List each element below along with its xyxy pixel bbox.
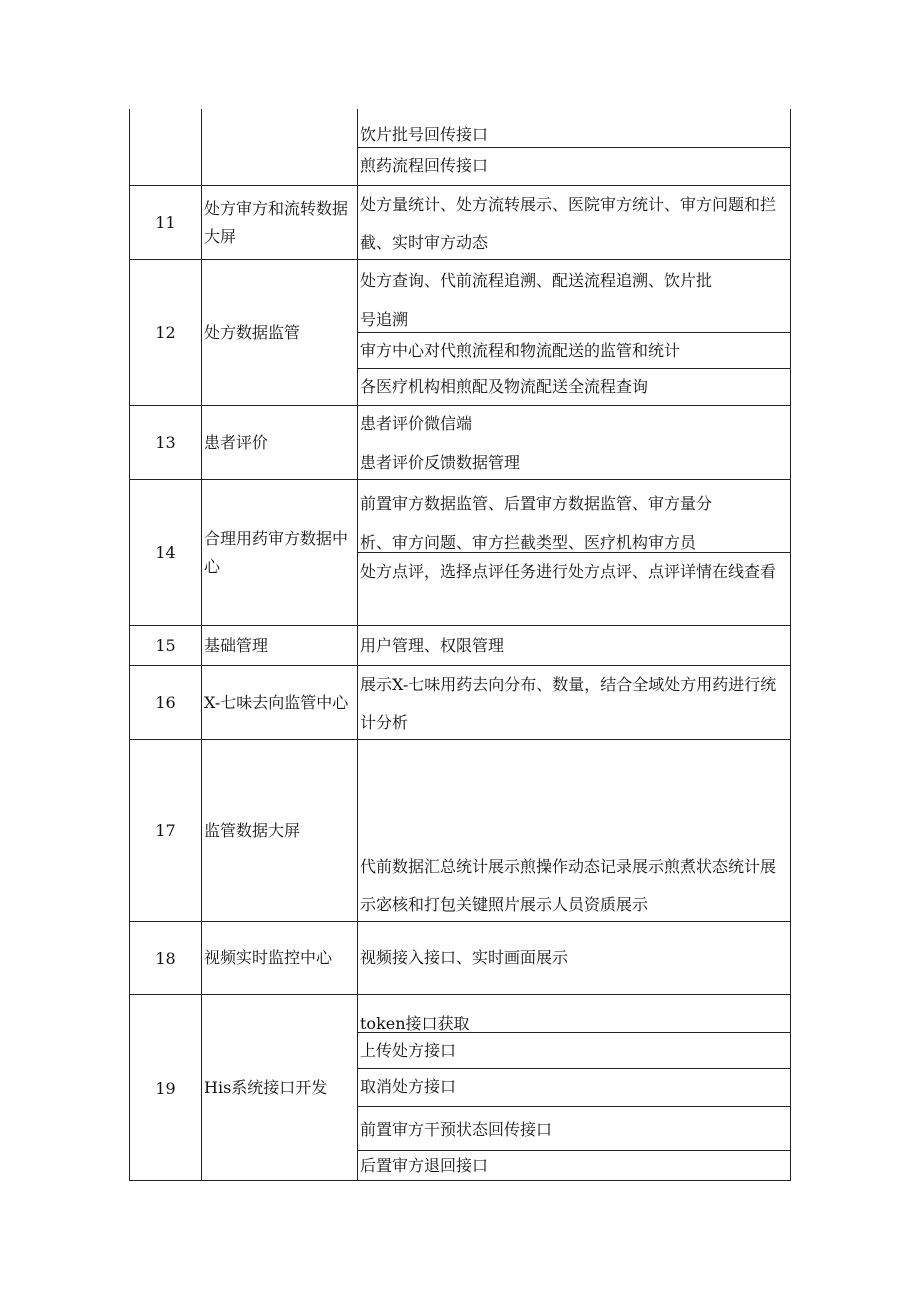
table-row [130,479,791,625]
row-description [358,922,791,994]
description-item: 析、审方问题、审方拦截类型、医疗机构审方员 [360,533,697,552]
function-table [129,109,791,1181]
description-item: 代前数据汇总统计展示煎操作动态记录展示煎煮状态统计展示宓核和打包关键照片展示人员资质展示 [360,857,777,914]
description-item: 前置审方干预状态回传接口 [358,1106,790,1150]
description-item: 处方查询、代前流程追溯、配送流程追溯、饮片批 [360,271,713,290]
row-number: 13 [130,406,202,479]
row-module-name: 视频实时监控中心 [201,922,358,994]
row-number: 17 [130,740,202,921]
row-description [358,260,791,405]
description-item: 前置审方数据监管、后置审方数据监管、审方量分 [360,494,713,513]
table-row [130,739,791,921]
table-row [130,109,791,185]
table-row [130,994,791,1181]
row-number: 11 [130,186,202,259]
row-number: 16 [130,666,202,739]
row-number: 18 [130,922,202,994]
row-number: 14 [130,480,202,625]
row-module-name: 合理用药审方数据中心 [201,480,358,625]
description-item: 审方中心对代煎流程和物流配送的监管和统计 [358,332,790,368]
row-description [358,995,791,1181]
row-description [358,666,791,739]
row-module-name: 基础管理 [201,626,358,665]
row-module-name: 患者评价 [201,406,358,479]
row-number: 19 [130,995,202,1181]
description-item: 用户管理、权限管理 [360,636,505,655]
row-description [358,626,791,665]
description-item: token接口获取 [360,1014,470,1033]
description-item: 号追溯 [360,310,409,329]
description-item: 后置审方退回接口 [358,1150,790,1182]
description-item: 上传处方接口 [358,1032,790,1068]
table-row [130,259,791,405]
row-module-name: 处方审方和流转数据大屏 [201,186,358,259]
description-item: 展示X-七味用药去向分布、数量，结合全域处方用药进行统计分析 [360,675,777,732]
description-item: 视频接入接口、实时画面展示 [360,948,569,967]
row-description [358,109,791,185]
description-item: 饮片批号回传接口 [360,125,489,144]
row-description [358,406,791,479]
description-item: 患者评价反馈数据管理 [360,453,521,472]
table-row [130,185,791,259]
row-description [358,480,791,625]
row-number [130,109,202,185]
row-module-name: His系统接口开发 [201,995,358,1181]
row-module-name: X-七味去向监管中心 [201,666,358,739]
table-row [130,921,791,994]
row-number: 15 [130,626,202,665]
description-item: 取消处方接口 [358,1068,790,1106]
table-row [130,625,791,665]
table-row [130,665,791,739]
row-number: 12 [130,260,202,405]
description-item: 各医疗机构相煎配及物流配送全流程查询 [358,368,790,406]
table-row [130,405,791,479]
description-item: 煎药流程回传接口 [358,147,790,185]
row-description [358,186,791,259]
row-description [358,740,791,921]
description-item: 患者评价微信端 [360,414,473,433]
description-item: 处方量统计、处方流转展示、医院审方统计、审方问题和拦截、实时审方动态 [360,195,777,252]
row-module-name: 监管数据大屏 [201,740,358,921]
row-module-name: 处方数据监管 [201,260,358,405]
description-item: 处方点评，选择点评任务进行处方点评、点评详情在线查看 [358,552,790,626]
row-module-name [201,109,358,185]
